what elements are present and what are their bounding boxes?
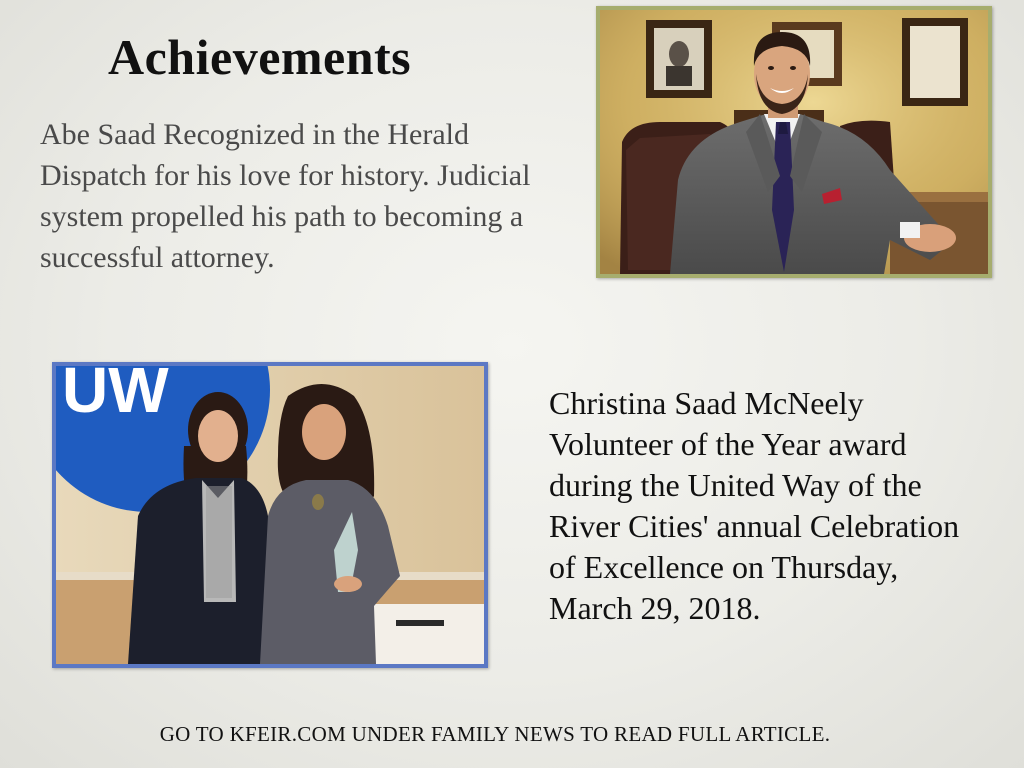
abe-portrait-photo (596, 6, 992, 278)
award-photo-icon (56, 366, 484, 664)
slide-title: Achievements (108, 29, 412, 85)
footer-link-text: GO TO KFEIR.COM UNDER FAMILY NEWS TO READ FULL ARTICLE. (159, 722, 831, 746)
christina-award-photo (52, 362, 488, 668)
portrait-photo-icon (600, 10, 988, 274)
christina-caption: Christina Saad McNeely Volunteer of the Year award during the United Way of the River Cities' annual Celebration of Excellence on Thursday, March 29, 2018. (549, 385, 960, 626)
abe-caption: Abe Saad Recognized in the Herald Dispatch for his love for history. Judicial system propelled his path to becoming a successful attorney. (40, 118, 531, 274)
banner-lettering: UW (62, 366, 169, 426)
